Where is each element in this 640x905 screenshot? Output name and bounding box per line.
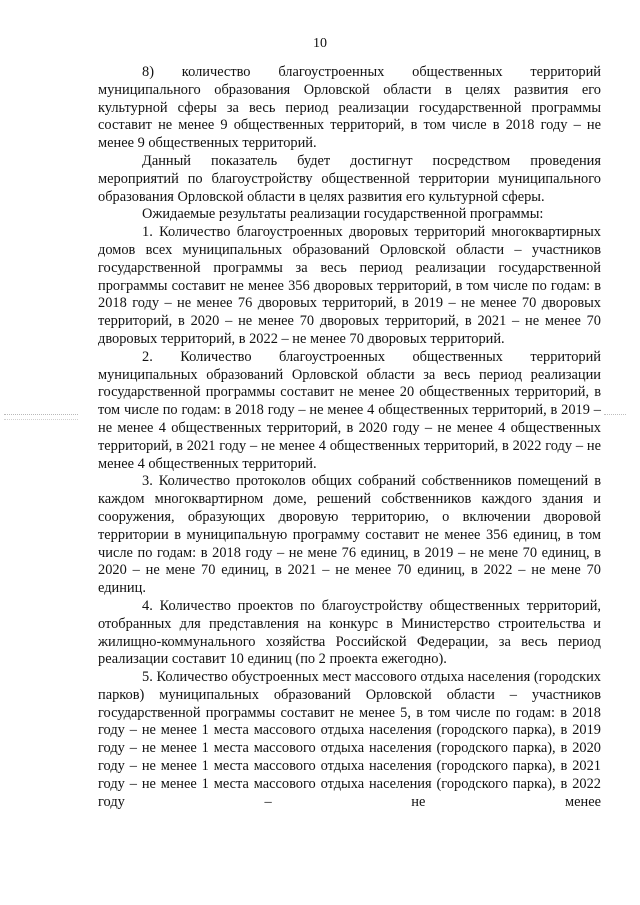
scan-artifact-left	[4, 414, 78, 420]
paragraph-indicator-note: Данный показатель будет достигнут посредством проведения мероприятий по благоустройству общественной территории муниципального образования Орловской области в целях развития его культурной сферы.	[98, 152, 601, 205]
page-number: 10	[313, 36, 327, 51]
paragraph-result-2: 2. Количество благоустроенных общественных территорий муниципальных образований Орловской области за весь период реализации государственной программы составит не менее 20 общественных территорий, в том числе по годам: в 2018 году – не менее 4 общественных территорий, в 2019 – не менее 4 общественных территорий, в 2020 году – не менее 4 общественных территорий, в 2021 году – не менее 4 общественных территорий, в 2022 году – не менее 4 общественных территорий.	[98, 348, 601, 472]
document-body	[98, 64, 601, 811]
paragraph-result-4: 4. Количество проектов по благоустройству общественных территорий, отобранных для представления на конкурс в Министерство строительства и жилищно-коммунального хозяйства Российской Федерации, за весь период реализации составит 10 единиц (по 2 проекта ежегодно).	[98, 597, 601, 668]
paragraph-result-3: 3. Количество протоколов общих собраний собственников помещений в каждом многоквартирном доме, решений собственников каждого здания и сооружения, образующих дворовую территорию, о включении дворовой территории в муниципальную программу составит не менее 356 единиц, в том числе по годам: в 2018 году – не мене 76 единиц, в 2019 – не мене 70 единиц, в 2020 – не мене 70 единиц, в 2021 – не менее 70 единиц, в 2022 – не мене 70 единиц.	[98, 473, 601, 597]
paragraph-expected-results-heading: Ожидаемые результаты реализации государственной программы:	[142, 206, 544, 223]
paragraph-result-5: 5. Количество обустроенных мест массового отдыха населения (городских парков) муниципальных образований Орловской области – участников государственной программы составит не менее 5, в том числе по годам: в 2018 году – не менее 1 места массового отдыха населения (городского парка), в 2019 году – не менее 1 места массового отдыха населения (городского парка), в 2020 году – не менее 1 места массового отдыха населения (городского парка), в 2021 году – не менее 1 места массового отдыха населения (городского парка), в 2022 году – не менее	[98, 669, 601, 810]
paragraph-result-1: 1. Количество благоустроенных дворовых территорий многоквартирных домов всех муниципальных образований Орловской области – участников государственной программы за весь период реализации государственной программы составит не менее 356 дворовых территорий, в том числе по годам: в 2018 году – не менее 76 дворовых территорий, в 2019 – не менее 70 дворовых территорий, в 2020 – не менее 70 дворовых территорий, в 2021 – не менее 70 дворовых территорий, в 2022 – не менее 70 дворовых территорий.	[98, 224, 601, 347]
paragraph-indicator-8: 8) количество благоустроенных общественных территорий муниципального образования Орловской области в целях развития его культурной сферы за весь период реализации государственной программы составит не менее 9 общественных территорий, в том числе в 2018 году – не менее 9 общественных территорий.	[98, 64, 601, 152]
scan-artifact-right	[604, 414, 626, 418]
